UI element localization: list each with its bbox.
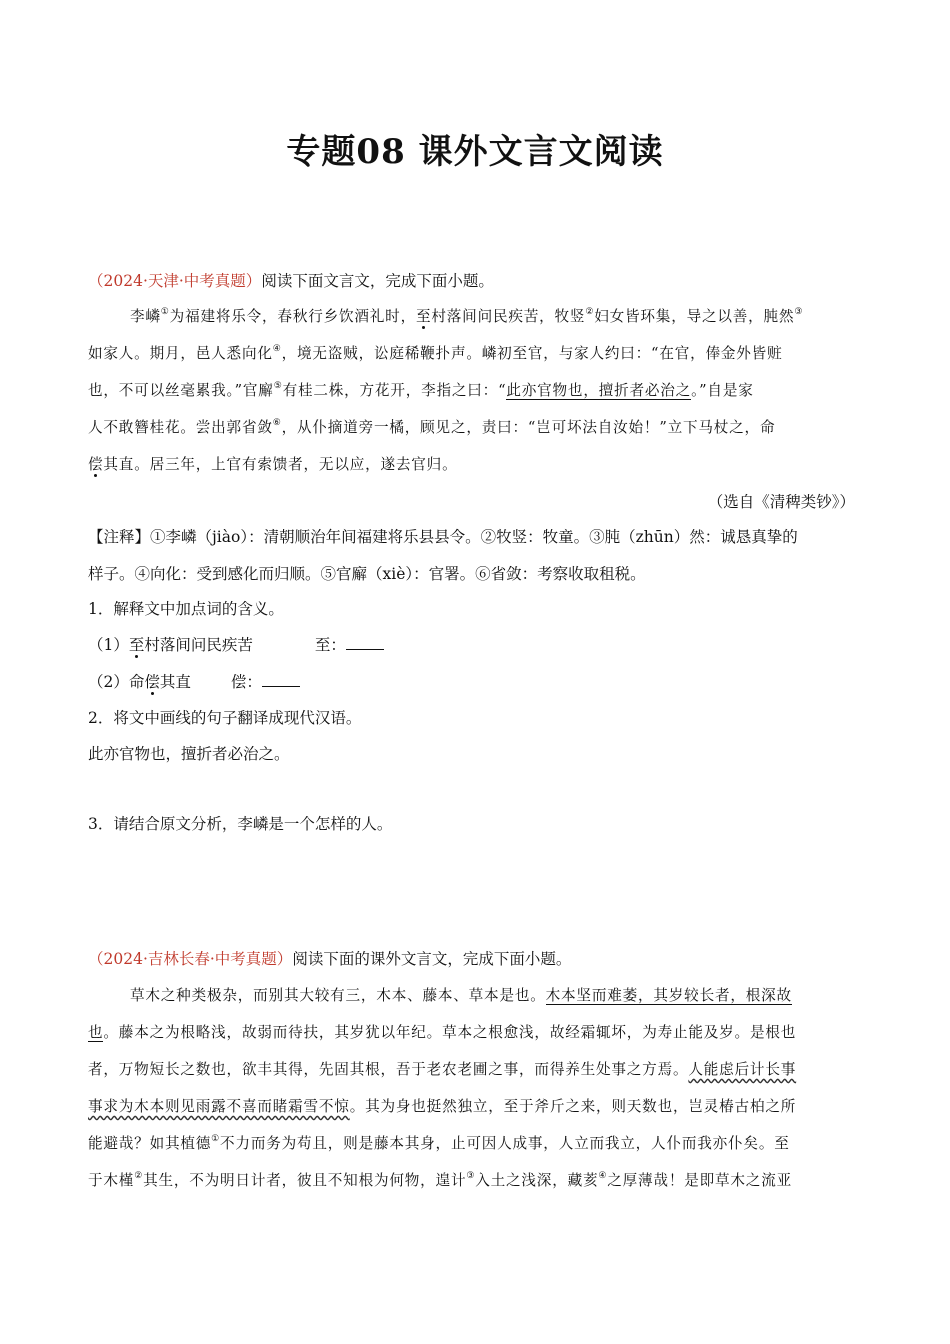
passage2-line-5: 能避哉？如其植德①不力而务为苟且，则是藤本其身，止可因人成事，人立而我立，人仆而我亦仆矣。至 — [88, 1134, 790, 1152]
dotted-word-chang: 偿 — [88, 456, 104, 473]
passage1-line-1: 李嶙①为福建将乐令，春秋行乡饮酒礼时，至村落间问民疾苦，牧竖②妇女皆环集，导之以善，肫然③ — [130, 307, 804, 325]
page-title: 专题08 课外文言文阅读 — [286, 132, 664, 172]
passage2-line-2: 也。藤本之为根略浅，故弱而待扶，其岁犹以年纪。草本之根愈浅，故经霜辄坏，为寿止能及岁。是根也 — [88, 1024, 797, 1041]
passage2-header: （2024·吉林长春·中考真题）阅读下面的课外文言文，完成下面小题。 — [88, 950, 572, 968]
notes-line-2: 样子。④向化：受到感化而归顺。⑤官廨（xiè）：官署。⑥省敛：考察收取租税。 — [88, 565, 646, 583]
passage1-header — [88, 269, 494, 293]
instruction: 阅读下面文言文，完成下面小题。 — [261, 272, 494, 290]
question-1-1: （1）至村落间问民疾苦 至： — [88, 633, 384, 657]
passage1-line-4: 人不敢簪桂花。尝出郭省敛⑥，从仆摘道旁一橘，顾见之，责曰：“岂可坏法自汝始！”立下马杖之，命 — [88, 418, 776, 436]
question-1-2: （2）命偿其直 偿： — [88, 670, 300, 694]
passage1-line-3: 也，不可以丝毫累我。”官廨⑤有桂二株，方花开，李指之曰：“此亦官物也，擅折者必治之。”自是家 — [88, 381, 754, 399]
passage1-line-2: 如家人。期月，邑人悉向化④，境无盗贼，讼庭稀鞭扑声。嶙初至官，与家人约曰：“在官，俸金外皆赃 — [88, 344, 783, 362]
underlined-sentence: 此亦官物也，擅折者必治之 — [506, 382, 692, 399]
passage1-line-5: 偿其直。居三年，上官有索馈者，无以应，遂去官归。 — [88, 456, 458, 473]
passage2-line-6: 于木槿②其生，不为明日计者，彼且不知根为何物，遑计③入土之浅深，藏荄④之厚薄哉！是即草木之流亚 — [88, 1171, 792, 1189]
wavy-sentence: 人能虑后计长事 — [688, 1061, 797, 1078]
question-2: 2．将文中画线的句子翻译成现代汉语。 — [88, 709, 362, 727]
question-3: 3．请结合原文分析，李嶙是一个怎样的人。 — [88, 815, 393, 833]
notes-line-1: 【注释】①李嶙（jiào）：清朝顺治年间福建将乐县县令。②牧竖：牧童。③肫（zhūn）然：诚恳真挚的 — [88, 528, 798, 546]
question-2-sentence: 此亦官物也，擅折者必治之。 — [88, 745, 290, 763]
answer-blank-2[interactable] — [262, 672, 300, 687]
passage2-line-3: 者，万物短长之数也，欲丰其得，先固其根，吾于老农老圃之事，而得养生处事之方焉。人能虑后计长事 — [88, 1061, 797, 1078]
source-tag-2: （2024·吉林长春·中考真题） — [88, 950, 293, 968]
source-tag: （2024·天津·中考真题） — [88, 272, 262, 290]
answer-blank-1[interactable] — [346, 635, 384, 650]
underlined-sentence-2: 木本坚而难萎，其岁较长者，根深故 — [545, 987, 792, 1004]
question-1: 1．解释文中加点词的含义。 — [88, 600, 284, 618]
passage1-source: （选自《清稗类钞》） — [707, 493, 855, 511]
passage2-line-4: 事求为木本则见雨露不喜而睹霜雪不惊。其为身也挺然独立，至于斧斤之来，则天数也，岂灵椿古柏之所 — [88, 1098, 797, 1115]
dotted-word-zhi: 至 — [415, 308, 432, 325]
passage2-line-1: 草木之种类极杂，而别其大较有三，木本、藤本、草本是也。木本坚而难萎，其岁较长者，根深故 — [130, 987, 792, 1004]
